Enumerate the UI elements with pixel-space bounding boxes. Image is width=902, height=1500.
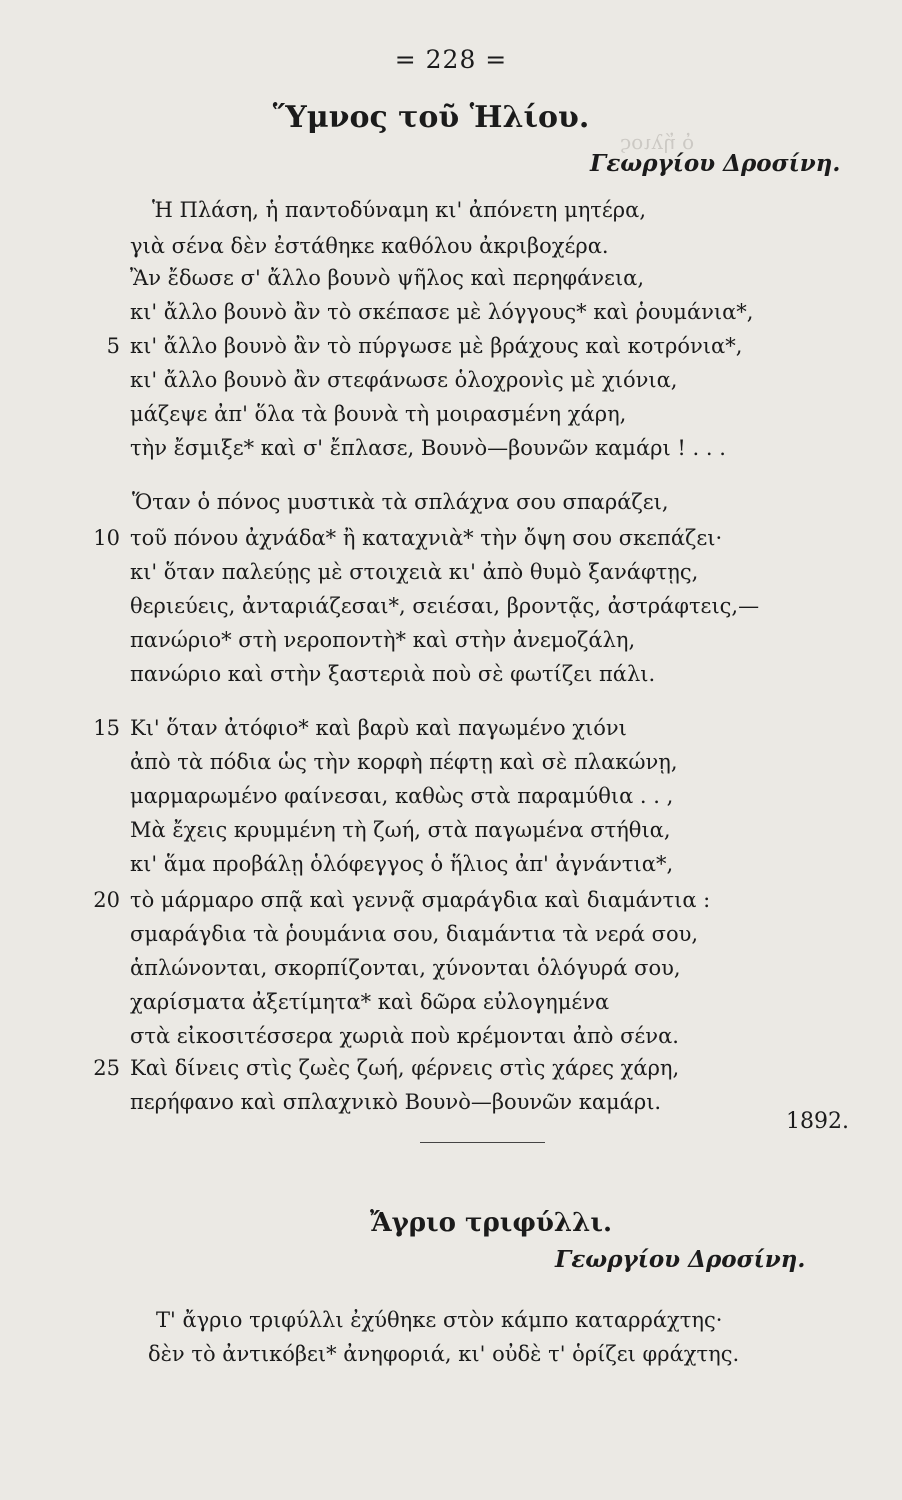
poem-line: Κι' ὅταν ἀτόφιο* καὶ βαρὺ καὶ παγωμένο χιόνι xyxy=(130,716,627,740)
poem-line: πανώριο* στὴ νεροποντὴ* καὶ στὴν ἀνεμοζάλη, xyxy=(130,628,636,652)
bleed-through-shadow: ὁ ἥλιος xyxy=(620,130,695,154)
line-number: 15 xyxy=(93,716,120,740)
poem-line: Ὅταν ὁ πόνος μυστικὰ τὰ σπλάχνα σου σπαράζει, xyxy=(132,490,669,514)
poem-line: πανώριο καὶ στὴν ξαστεριὰ ποὺ σὲ φωτίζει πάλι. xyxy=(130,662,656,686)
page-number: = 228 = xyxy=(394,45,508,74)
poem-line: κι' ἄλλο βουνὸ ἂν τὸ σκέπασε μὲ λόγγους* καὶ ῥουμάνια*, xyxy=(130,300,754,324)
poem-author: Γεωργίου Δροσίνη. xyxy=(555,1246,806,1273)
section-divider xyxy=(420,1142,545,1143)
poem-year: 1892. xyxy=(786,1109,849,1134)
poem-line: περήφανο καὶ σπλαχνικὸ Βουνὸ—βουνῶν καμάρι. xyxy=(130,1090,662,1114)
poem-line: Καὶ δίνεις στὶς ζωὲς ζωή, φέρνεις στὶς χάρες χάρη, xyxy=(130,1056,680,1080)
poem-line: μάζεψε ἀπ' ὅλα τὰ βουνὰ τὴ μοιρασμένη χάρη, xyxy=(130,402,627,426)
poem-title: Ἄγριο τριφύλλι. xyxy=(369,1208,613,1238)
poem-line: στὰ εἰκοσιτέσσερα χωριὰ ποὺ κρέμονται ἀπὸ σένα. xyxy=(130,1024,679,1048)
line-number: 5 xyxy=(106,334,120,358)
poem-line: κι' ἅμα προβάλῃ ὁλόφεγγος ὁ ἥλιος ἀπ' ἀγνάντια*, xyxy=(130,852,674,876)
poem-line: κι' ὅταν παλεύῃς μὲ στοιχειὰ κι' ἀπὸ θυμὸ ξανάφτῃς, xyxy=(130,560,699,584)
poem-line: δὲν τὸ ἀντικόβει* ἀνηφοριά, κι' οὐδὲ τ' ὁρίζει φράχτης. xyxy=(148,1342,740,1366)
poem-line: μαρμαρωμένο φαίνεσαι, καθὼς στὰ παραμύθια . . , xyxy=(130,784,674,808)
poem-line: ἀπὸ τὰ πόδια ὡς τὴν κορφὴ πέφτῃ καὶ σὲ πλακώνῃ, xyxy=(130,750,678,774)
poem-author: Γεωργίου Δροσίνη. xyxy=(590,150,841,177)
poem-line: σμαράγδια τὰ ῥουμάνια σου, διαμάντια τὰ νερά σου, xyxy=(130,922,699,946)
poem-line: χαρίσματα ἀξετίμητα* καὶ δῶρα εὐλογημένα xyxy=(130,990,610,1014)
poem-line: κι' ἄλλο βουνὸ ἂν στεφάνωσε ὁλοχρονὶς μὲ χιόνια, xyxy=(130,368,678,392)
poem-line: Ἡ Πλάση, ἡ παντοδύναμη κι' ἀπόνετη μητέρα, xyxy=(152,198,646,222)
poem-line: τοῦ πόνου ἀχνάδα* ἢ καταχνιὰ* τὴν ὄψη σου σκεπάζει· xyxy=(130,526,723,550)
poem-line: Μὰ ἔχεις κρυμμένη τὴ ζωή, στὰ παγωμένα στήθια, xyxy=(130,818,671,842)
poem-line: Ἂν ἔδωσε σ' ἄλλο βουνὸ ψῆλος καὶ περηφάνεια, xyxy=(130,266,645,290)
line-number: 20 xyxy=(93,888,120,912)
poem-line: γιὰ σένα δὲν ἐστάθηκε καθόλου ἀκριβοχέρα. xyxy=(130,234,609,258)
line-number: 25 xyxy=(93,1056,120,1080)
poem-line: τὸ μάρμαρο σπᾷ καὶ γεννᾷ σμαράγδια καὶ διαμάντια : xyxy=(130,888,711,912)
poem-line: κι' ἄλλο βουνὸ ἂν τὸ πύργωσε μὲ βράχους καὶ κοτρόνια*, xyxy=(130,334,743,358)
poem-title: Ὕμνος τοῦ Ἡλίου. xyxy=(272,100,590,135)
line-number: 10 xyxy=(93,526,120,550)
poem-line: Τ' ἄγριο τριφύλλι ἐχύθηκε στὸν κάμπο καταρράχτης· xyxy=(156,1308,723,1332)
poem-line: τὴν ἔσμιξε* καὶ σ' ἔπλασε, Βουνὸ—βουνῶν καμάρι ! . . . xyxy=(130,436,726,460)
poem-line: ἁπλώνονται, σκορπίζονται, χύνονται ὁλόγυρά σου, xyxy=(130,956,681,980)
poem-line: θεριεύεις, ἀνταριάζεσαι*, σειέσαι, βροντᾷς, ἀστράφτεις,— xyxy=(130,594,760,618)
